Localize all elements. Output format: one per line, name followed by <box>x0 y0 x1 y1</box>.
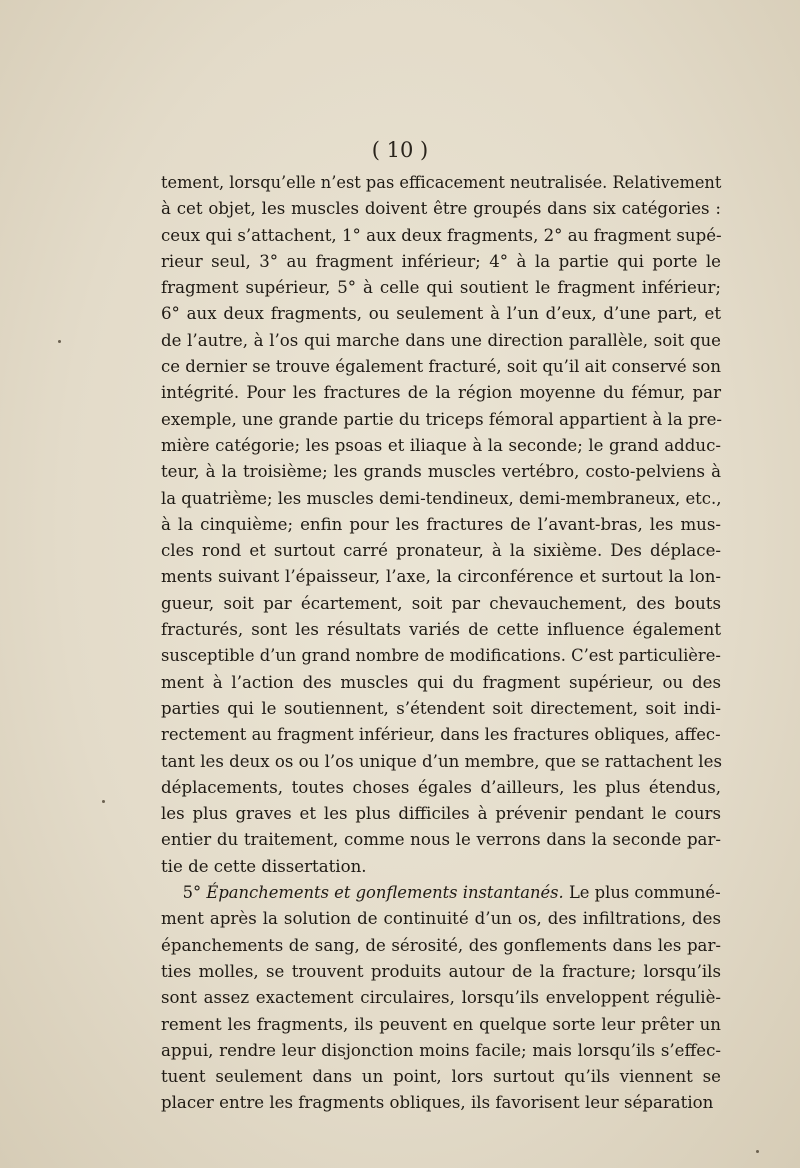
text-line: sont assez exactement circulaires, lorsqu’ils enveloppent réguliè- <box>161 988 721 1008</box>
text-line: la quatrième; les muscles demi-tendineux, demi-membraneux, etc., <box>161 488 722 508</box>
text-line: de l’autre, à l’os qui marche dans une direction parallèle, soit que <box>161 330 721 350</box>
text-line: tement, lorsqu’elle n’est pas efficacement neutralisée. Relativement <box>161 173 722 192</box>
text-line: à la cinquième; enfin pour les fractures de l’avant-bras, les mus- <box>161 514 721 534</box>
text-line: tie de cette dissertation. <box>161 856 367 876</box>
text-line: intégrité. Pour les fractures de la région moyenne du fémur, par <box>161 383 721 403</box>
text-line: fragment supérieur, 5° à celle qui soutient le fragment inférieur; <box>161 278 721 298</box>
text-line: épanchements de sang, de sérosité, des gonflements dans les par- <box>161 935 721 955</box>
text-line: teur, à la troisième; les grands muscles vertébro, costo-pelviens à <box>161 462 721 482</box>
text-line: cles rond et surtout carré pronateur, à la sixième. Des déplace- <box>161 541 721 561</box>
text-line: ment après la solution de continuité d’un os, des infiltrations, des <box>161 909 721 929</box>
text-line: appui, rendre leur disjonction moins facile; mais lorsqu’ils s’effec- <box>161 1040 721 1060</box>
section-5-first-line <box>161 880 721 906</box>
text-line: mière catégorie; les psoas et iliaque à la seconde; le grand adduc- <box>161 435 721 455</box>
text-line: tuent seulement dans un point, lors surtout qu’ils viennent se <box>161 1067 721 1087</box>
text-line: entier du traitement, comme nous le verrons dans la seconde par- <box>161 830 721 850</box>
text-line: ments suivant l’épaisseur, l’axe, la circonférence et surtout la lon- <box>161 567 721 587</box>
text-line: à cet objet, les muscles doivent être groupés dans six catégories : <box>161 199 721 219</box>
section-number: 5° <box>182 883 202 903</box>
text-line: placer entre les fragments obliques, ils favorisent leur séparation <box>161 1093 714 1113</box>
text-line: susceptible d’un grand nombre de modifications. C’est particulière- <box>161 646 721 666</box>
page-number: ( 10 ) <box>371 138 429 162</box>
section-heading: Épanchements et gonflements instantanés. <box>206 883 564 903</box>
text-line: ceux qui s’attachent, 1° aux deux fragments, 2° au fragment supé- <box>161 225 722 245</box>
text-line: les plus graves et les plus difficiles à prévenir pendant le cours <box>161 804 721 824</box>
ink-speck <box>102 800 105 803</box>
section-first-line-rest: Le plus communé- <box>568 883 721 903</box>
text-line: 6° aux deux fragments, ou seulement à l’un d’eux, d’une part, et <box>161 304 721 324</box>
text-line: rectement au fragment inférieur, dans les fractures obliques, affec- <box>161 725 721 745</box>
text-line: ce dernier se trouve également fracturé, soit qu’il ait conservé son <box>161 357 721 377</box>
text-line: rement les fragments, ils peuvent en quelque sorte leur prêter un <box>161 1014 721 1034</box>
text-line: ties molles, se trouvent produits autour de la fracture; lorsqu’ils <box>161 961 721 981</box>
ink-speck <box>58 340 61 343</box>
text-line: gueur, soit par écartement, soit par chevauchement, des bouts <box>161 593 721 613</box>
text-line: ment à l’action des muscles qui du fragment supérieur, ou des <box>161 672 721 692</box>
text-line: fracturés, sont les résultats variés de cette influence également <box>161 620 721 640</box>
text-line: exemple, une grande partie du triceps fémoral appartient à la pre- <box>161 409 722 429</box>
text-line: tant les deux os ou l’os unique d’un membre, que se rattachent les <box>161 751 722 771</box>
ink-speck <box>756 1150 759 1153</box>
text-line: parties qui le soutiennent, s’étendent soit directement, soit indi- <box>161 698 721 718</box>
body-text <box>161 170 721 1117</box>
text-line: déplacements, toutes choses égales d’ailleurs, les plus étendus, <box>161 777 721 797</box>
text-line: rieur seul, 3° au fragment inférieur; 4° à la partie qui porte le <box>161 251 721 271</box>
